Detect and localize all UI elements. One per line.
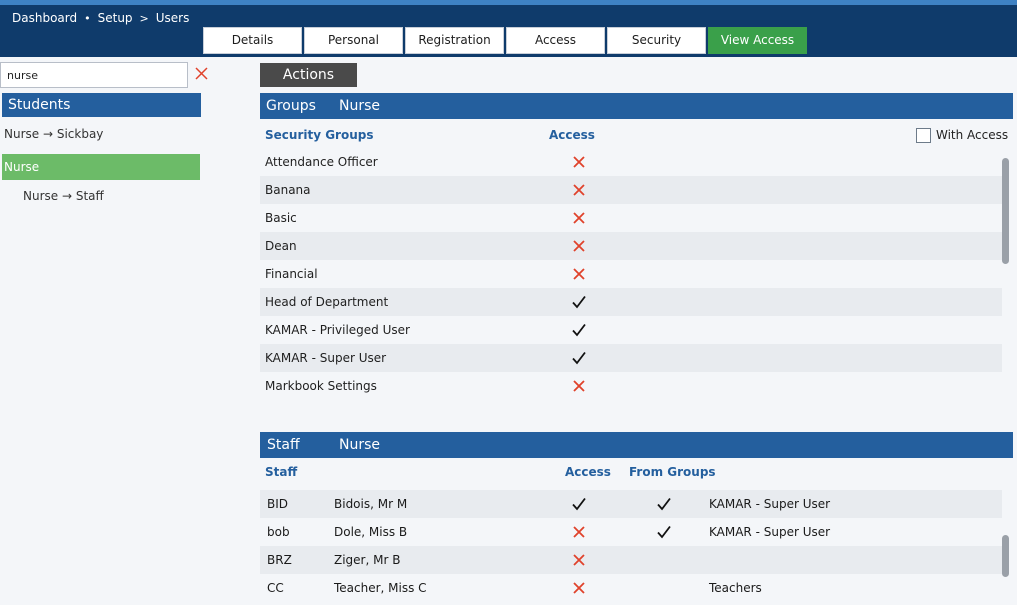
checkmark-icon — [657, 497, 671, 511]
tab-access[interactable]: Access — [506, 27, 605, 54]
group-name: Financial — [265, 267, 318, 281]
groups-section-header — [260, 93, 1013, 119]
staff-name: Teacher, Miss C — [334, 581, 427, 595]
list-item-nurse-staff[interactable]: Nurse → Staff — [23, 189, 104, 203]
group-row[interactable] — [260, 372, 1002, 400]
staff-header-user: Nurse — [339, 437, 381, 453]
cross-icon — [572, 155, 586, 169]
staff-header-label: Staff — [267, 437, 300, 453]
security-groups-column-header: Security Groups — [265, 128, 374, 142]
staff-name: Bidois, Mr M — [334, 497, 408, 511]
group-name: Head of Department — [265, 295, 389, 309]
checkmark-icon — [572, 351, 586, 365]
staff-code: CC — [267, 581, 284, 595]
breadcrumb-setup[interactable]: Setup — [97, 11, 133, 25]
group-row[interactable] — [260, 148, 1002, 176]
group-row[interactable] — [260, 204, 1002, 232]
cross-icon — [572, 379, 586, 393]
checkmark-icon — [657, 525, 671, 539]
from-groups-column-header: From Groups — [629, 465, 716, 479]
list-item-nurse-selected[interactable]: Nurse — [2, 154, 200, 180]
staff-group: KAMAR - Super User — [709, 497, 831, 511]
students-header: Students — [2, 93, 201, 117]
tab-bar — [203, 27, 807, 54]
group-row[interactable] — [260, 260, 1002, 288]
with-access-label: With Access — [936, 128, 1009, 142]
breadcrumb — [12, 11, 189, 25]
groups-header-label: Groups — [266, 98, 316, 114]
staff-row[interactable] — [260, 574, 1002, 602]
groups-scrollbar[interactable] — [1002, 158, 1009, 264]
staff-row[interactable] — [260, 518, 1002, 546]
breadcrumb-users: Users — [155, 11, 190, 25]
cross-icon — [572, 239, 586, 253]
staff-section-header — [260, 432, 1013, 458]
tab-security[interactable]: Security — [607, 27, 706, 54]
staff-row[interactable] — [260, 490, 1002, 518]
staff-group: Teachers — [709, 581, 762, 595]
cross-icon — [572, 183, 586, 197]
staff-code: bob — [267, 525, 290, 539]
staff-name: Ziger, Mr B — [334, 553, 401, 567]
actions-button[interactable]: Actions — [260, 63, 357, 87]
staff-access-column-header: Access — [565, 465, 611, 479]
breadcrumb-separator: > — [139, 11, 149, 25]
group-name: Dean — [265, 239, 297, 253]
staff-row[interactable] — [260, 546, 1002, 574]
group-row[interactable] — [260, 232, 1002, 260]
group-name: Basic — [265, 211, 297, 225]
clear-search-icon[interactable] — [195, 67, 208, 80]
cross-icon — [572, 525, 586, 539]
list-item-nurse-sickbay[interactable]: Nurse → Sickbay — [4, 127, 104, 141]
staff-scrollbar[interactable] — [1002, 535, 1009, 577]
group-row[interactable] — [260, 344, 1002, 372]
cross-icon — [572, 211, 586, 225]
tab-view-access[interactable]: View Access — [708, 27, 807, 54]
breadcrumb-separator: • — [84, 11, 91, 25]
breadcrumb-dashboard[interactable]: Dashboard — [12, 11, 78, 25]
with-access-checkbox[interactable] — [916, 128, 931, 143]
group-name: Attendance Officer — [265, 155, 378, 169]
checkmark-icon — [572, 295, 586, 309]
group-name: KAMAR - Super User — [265, 351, 387, 365]
staff-code: BID — [267, 497, 289, 511]
staff-column-header: Staff — [265, 465, 298, 479]
checkmark-icon — [572, 323, 586, 337]
cross-icon — [572, 581, 586, 595]
checkmark-icon — [572, 497, 586, 511]
top-navigation-bar — [0, 0, 1017, 57]
group-row[interactable] — [260, 176, 1002, 204]
group-name: Markbook Settings — [265, 379, 377, 393]
cross-icon — [572, 267, 586, 281]
group-name: Banana — [265, 183, 311, 197]
access-column-header: Access — [549, 128, 595, 142]
group-row[interactable] — [260, 288, 1002, 316]
tab-registration[interactable]: Registration — [405, 27, 504, 54]
groups-header-user: Nurse — [339, 98, 381, 114]
group-name: KAMAR - Privileged User — [265, 323, 410, 337]
staff-name: Dole, Miss B — [334, 525, 408, 539]
tab-details[interactable]: Details — [203, 27, 302, 54]
group-row[interactable] — [260, 316, 1002, 344]
tab-personal[interactable]: Personal — [304, 27, 403, 54]
staff-group: KAMAR - Super User — [709, 525, 831, 539]
search-input[interactable] — [0, 62, 188, 88]
staff-code: BRZ — [267, 553, 292, 567]
cross-icon — [572, 553, 586, 567]
